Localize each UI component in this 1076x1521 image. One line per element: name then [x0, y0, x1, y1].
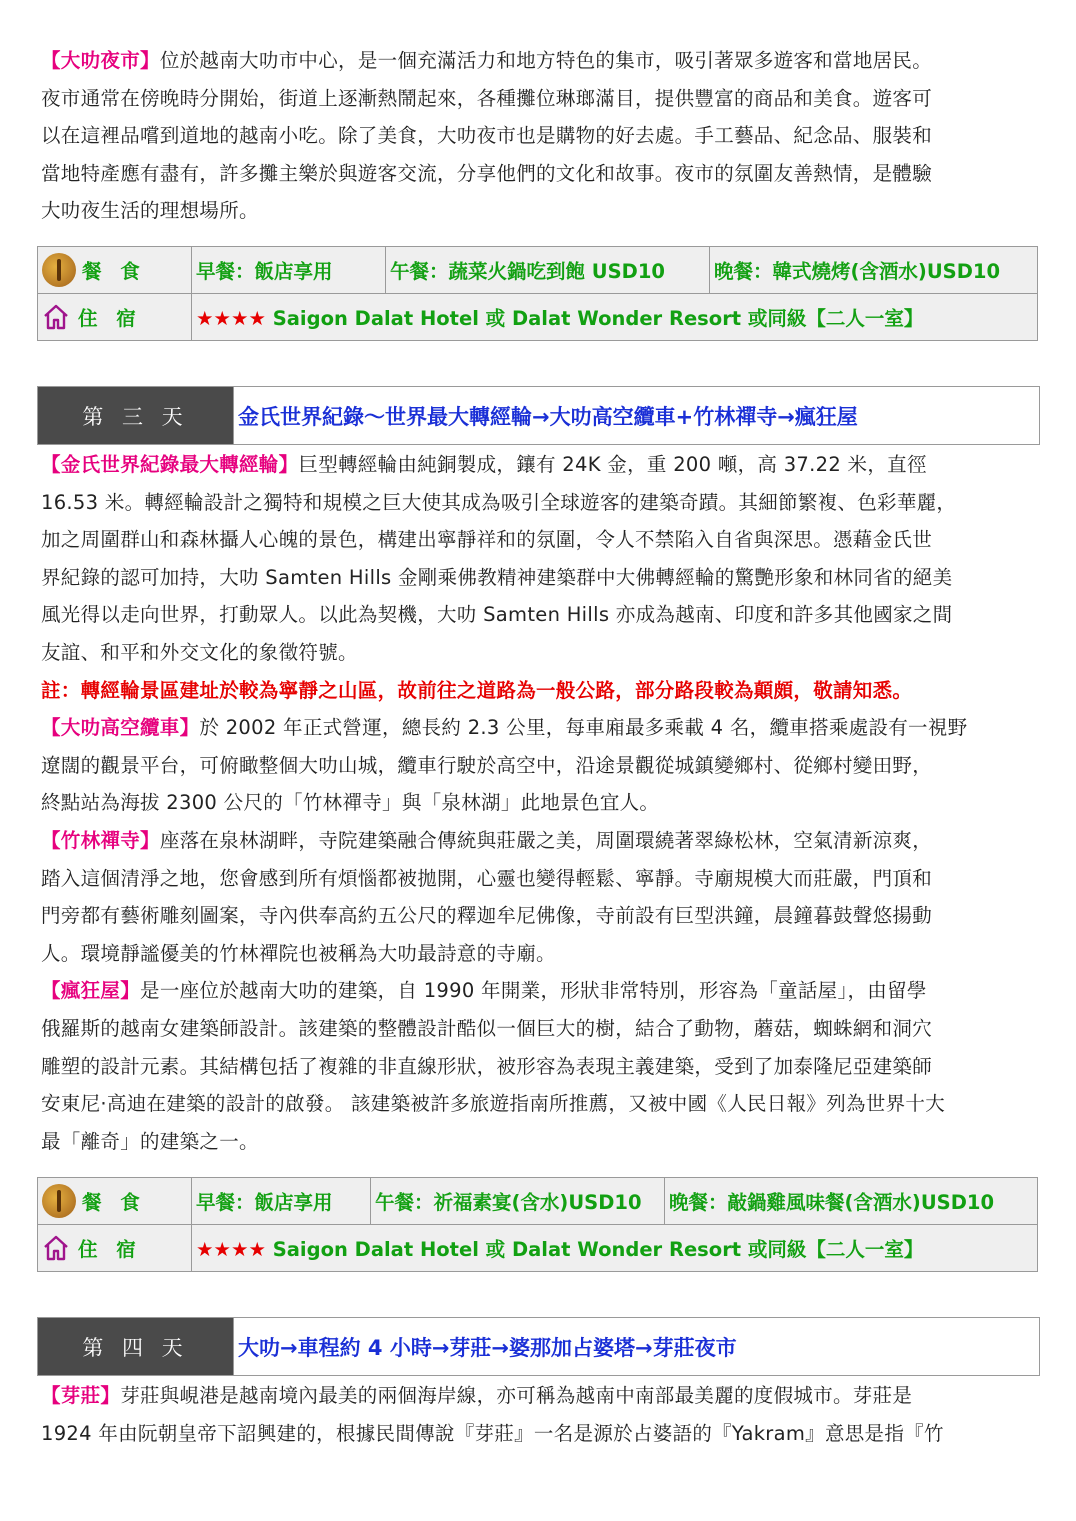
day-label: 第 四 天 — [38, 1318, 233, 1375]
text-line: 1924 年由阮朝皇帝下詔興建的，根據民間傳說『芽莊』一名是源於占婆語的『Yakram』意思是指『竹 — [41, 1421, 944, 1445]
lunch-cell: 午餐：蔬菜火鍋吃到飽 USD10 — [386, 247, 710, 294]
text-line: 界紀錄的認可加持，大叻 Samten Hills 金剛乘佛教精神建築群中大佛轉經輪的驚艷形象和林同省的絕美 — [41, 565, 953, 589]
text-line: 加之周圍群山和森林攝人心魄的景色，構建出寧靜祥和的氛圍，令人不禁陷入自省與深思。憑藉金氏世 — [41, 528, 933, 552]
text-line: 雕塑的設計元素。其結構包括了複雜的非直線形狀，被形容為表現主義建築，受到了加泰隆尼亞建築師 — [41, 1054, 933, 1078]
text-line: 當地特產應有盡有，許多攤主樂於與遊客交流，分享他們的文化和故事。夜市的氛圍友善熱情，是體驗 — [41, 161, 933, 185]
text-line: 以在這裡品嚐到道地的越南小吃。除了美食，大叻夜市也是購物的好去處。手工藝品、紀念品、服裝和 — [41, 124, 933, 148]
meal-row — [38, 1178, 1038, 1225]
star-rating: ★★★★ — [196, 1238, 266, 1261]
day3-content — [41, 446, 1041, 1160]
day-title: 大叻→車程約 4 小時→芽莊→婆那加占婆塔→芽莊夜市 — [233, 1318, 1039, 1375]
dinner-cell: 晚餐：韓式燒烤(含酒水)USD10 — [710, 247, 1038, 294]
meal-lodging-table-day2 — [37, 246, 1038, 341]
text-line: 終點站為海拔 2300 公尺的「竹林禪寺」與「泉林湖」此地景色宜人。 — [41, 791, 660, 815]
day4-header — [37, 1317, 1040, 1376]
hotel-name: Saigon Dalat Hotel 或 Dalat Wonder Resort 或同級 — [265, 307, 807, 330]
meal-icon — [42, 1184, 76, 1218]
breakfast-cell: 早餐：飯店享用 — [192, 247, 386, 294]
meal-row — [38, 247, 1038, 294]
text-line: 夜市通常在傍晚時分開始，街道上逐漸熱鬧起來，各種攤位琳瑯滿目，提供豐富的商品和美食。遊客可 — [41, 86, 933, 110]
breakfast-cell: 早餐：飯店享用 — [192, 1178, 371, 1225]
note-line: 註：轉經輪景區建址於較為寧靜之山區，故前往之道路為一般公路，部分路段較為顛頗，敬請知悉。 — [41, 678, 913, 702]
section-heading: 【芽莊】 — [41, 1384, 121, 1407]
day3-header — [37, 386, 1040, 445]
hotel-cell — [192, 1225, 1038, 1272]
text-line: 踏入這個清淨之地，您會感到所有煩惱都被拋開，心靈也變得輕鬆、寧靜。寺廟規模大而莊嚴，門頂和 — [41, 866, 933, 890]
text-line: 【大叻夜市】位於越南大叻市中心，是一個充滿活力和地方特色的集市，吸引著眾多遊客和當地居民。 — [41, 49, 933, 72]
day-title: 金氏世界紀錄～世界最大轉經輪→大叻高空纜車+竹林禪寺→瘋狂屋 — [233, 387, 1039, 444]
text-line: 【竹林禪寺】座落在泉林湖畔，寺院建築融合傳統與莊嚴之美，周圍環繞著翠綠松林，空氣清新涼爽， — [41, 828, 933, 852]
hotel-cell — [192, 294, 1038, 341]
text-line: 安東尼·高迪在建築的設計的啟發。 該建築被許多旅遊指南所推薦，又被中國《人民日報》列為世界十大 — [41, 1092, 945, 1116]
lunch-cell: 午餐：祈福素宴(含水)USD10 — [371, 1178, 665, 1225]
room-type: 【二人一室】 — [806, 1238, 924, 1261]
lodging-label-cell: 住 宿 — [38, 1225, 192, 1272]
lodging-row — [38, 1225, 1038, 1272]
text-line: 風光得以走向世界，打動眾人。以此為契機，大叻 Samten Hills 亦成為越南、印度和許多其他國家之間 — [41, 603, 953, 627]
text-line: 最「離奇」的建築之一。 — [41, 1129, 259, 1153]
text-line: 【芽莊】芽莊與峴港是越南境內最美的兩個海岸線，亦可稱為越南中南部最美麗的度假城市。芽莊是 — [41, 1384, 913, 1407]
section-heading: 【大叻高空纜車】 — [41, 716, 200, 740]
text-line: 人。環境靜謐優美的竹林禪院也被稱為大叻最詩意的寺廟。 — [41, 941, 556, 965]
section-heading: 【金氏世界紀錄最大轉經輪】 — [41, 453, 299, 476]
text-line: 遼闊的觀景平台，可俯瞰整個大叻山城，纜車行駛於高空中，沿途景觀從城鎮變鄉村、從鄉村變田野， — [41, 753, 933, 777]
hotel-name: Saigon Dalat Hotel 或 Dalat Wonder Resort 或同級 — [265, 1238, 807, 1261]
star-rating: ★★★★ — [196, 307, 266, 330]
meal-label-cell: 餐 食 — [38, 247, 192, 294]
section-heading: 【瘋狂屋】 — [41, 979, 141, 1003]
text-line: 16.53 米。轉經輪設計之獨特和規模之巨大使其成為吸引全球遊客的建築奇蹟。其細節繁複、色彩華麗， — [41, 490, 957, 514]
text-line: 【金氏世界紀錄最大轉經輪】巨型轉經輪由純銅製成，鑲有 24K 金，重 200 噸，高 37.22 米，直徑 — [41, 453, 927, 476]
day-label: 第 三 天 — [38, 387, 233, 444]
meal-icon — [42, 253, 76, 287]
night-market-paragraph — [41, 42, 1041, 230]
text-line: 【瘋狂屋】是一座位於越南大叻的建築，自 1990 年開業，形狀非常特別，形容為「童話屋」，由留學 — [41, 979, 927, 1003]
text-line: 大叻夜生活的理想場所。 — [41, 199, 259, 223]
section-heading: 【大叻夜市】 — [41, 49, 160, 72]
lodging-row — [38, 294, 1038, 341]
text-line: 【大叻高空纜車】於 2002 年正式營運，總長約 2.3 公里，每車廂最多乘載 4 名，纜車搭乘處設有一視野 — [41, 716, 968, 740]
lodging-label-cell: 住 宿 — [38, 294, 192, 341]
text-line: 友誼、和平和外交文化的象徵符號。 — [41, 640, 358, 664]
day4-content — [41, 1377, 1041, 1452]
meal-lodging-table-day3 — [37, 1177, 1038, 1272]
text-line: 俄羅斯的越南女建築師設計。該建築的整體設計酷似一個巨大的樹，結合了動物，蘑菇，蜘蛛網和洞穴 — [41, 1016, 933, 1040]
section-heading: 【竹林禪寺】 — [41, 828, 160, 852]
meal-label-cell: 餐 食 — [38, 1178, 192, 1225]
dinner-cell: 晚餐：敲鍋雞風味餐(含酒水)USD10 — [665, 1178, 1038, 1225]
house-icon — [42, 1234, 70, 1262]
text-line: 門旁都有藝術雕刻圖案，寺內供奉高約五公尺的釋迦牟尼佛像，寺前設有巨型洪鐘，晨鐘暮鼓聲悠揚動 — [41, 904, 933, 928]
room-type: 【二人一室】 — [806, 307, 924, 330]
house-icon — [42, 303, 70, 331]
